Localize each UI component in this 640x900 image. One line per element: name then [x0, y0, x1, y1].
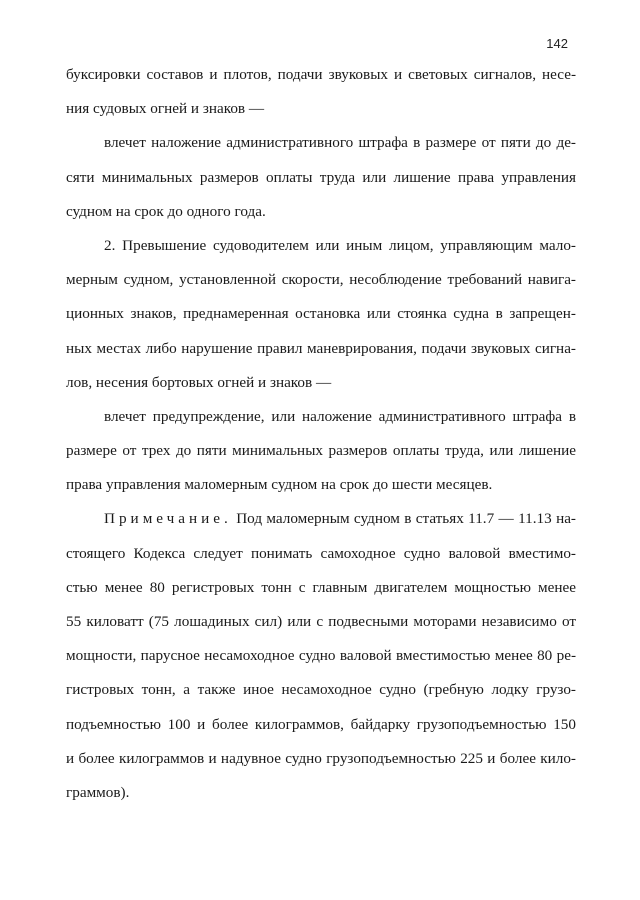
text-line: 55 киловатт (75 лошадиных сил) или с подвесными моторами независимо от: [66, 613, 576, 630]
text-line: сяти минимальных размеров оплаты труда или лишение права управления: [66, 168, 576, 186]
text-line: влечет наложение административного штрафа в размере от пяти до де-: [104, 134, 576, 152]
body-text: [66, 58, 576, 810]
note-label: Примечание.: [104, 510, 232, 528]
text-line: лов, несения бортовых огней и знаков —: [66, 373, 332, 391]
text-line: размере от трех до пяти минимальных размеров оплаты труда, или лишение: [66, 442, 576, 460]
text-line: буксировки составов и плотов, подачи звуковых и световых сигналов, несе-: [66, 66, 576, 83]
text-line: граммов).: [66, 783, 130, 801]
text-line: 2. Превышение судоводителем или иным лицом, управляющим мало-: [104, 236, 576, 254]
text-line: ных местах либо нарушение правил маневрирования, подачи звуковых сигна-: [66, 339, 576, 357]
text-line: ционных знаков, преднамеренная остановка или стоянка судна в запрещен-: [66, 305, 576, 323]
text-line-content: Под маломерным судном в статьях 11.7 — 11.13 на-: [231, 510, 576, 528]
text-line: подъемностью 100 и более килограммов, байдарку грузоподъемностью 150: [66, 715, 576, 733]
text-line: мощности, парусное несамоходное судно валовой вместимостью менее 80 ре-: [66, 647, 576, 665]
text-line: влечет предупреждение, или наложение административного штрафа в: [104, 407, 576, 425]
text-line: гистровых тонн, а также иное несамоходное судно (гребную лодку грузо-: [66, 681, 576, 699]
text-line: права управления маломерным судном на срок до шести месяцев.: [66, 476, 493, 494]
text-line: и более килограммов и надувное судно грузоподъемностью 225 и более кило-: [66, 749, 576, 767]
text-line: стью менее 80 регистровых тонн с главным двигателем мощностью менее: [66, 578, 576, 596]
text-line: ния судовых огней и знаков —: [66, 100, 265, 118]
text-line: судном на срок до одного года.: [66, 202, 266, 220]
text-line: [66, 502, 576, 536]
text-line: мерным судном, установленной скорости, несоблюдение требований навига-: [66, 271, 576, 289]
text-line: стоящего Кодекса следует понимать самоходное судно валовой вместимо-: [66, 544, 576, 562]
page-number: 142: [546, 36, 568, 51]
